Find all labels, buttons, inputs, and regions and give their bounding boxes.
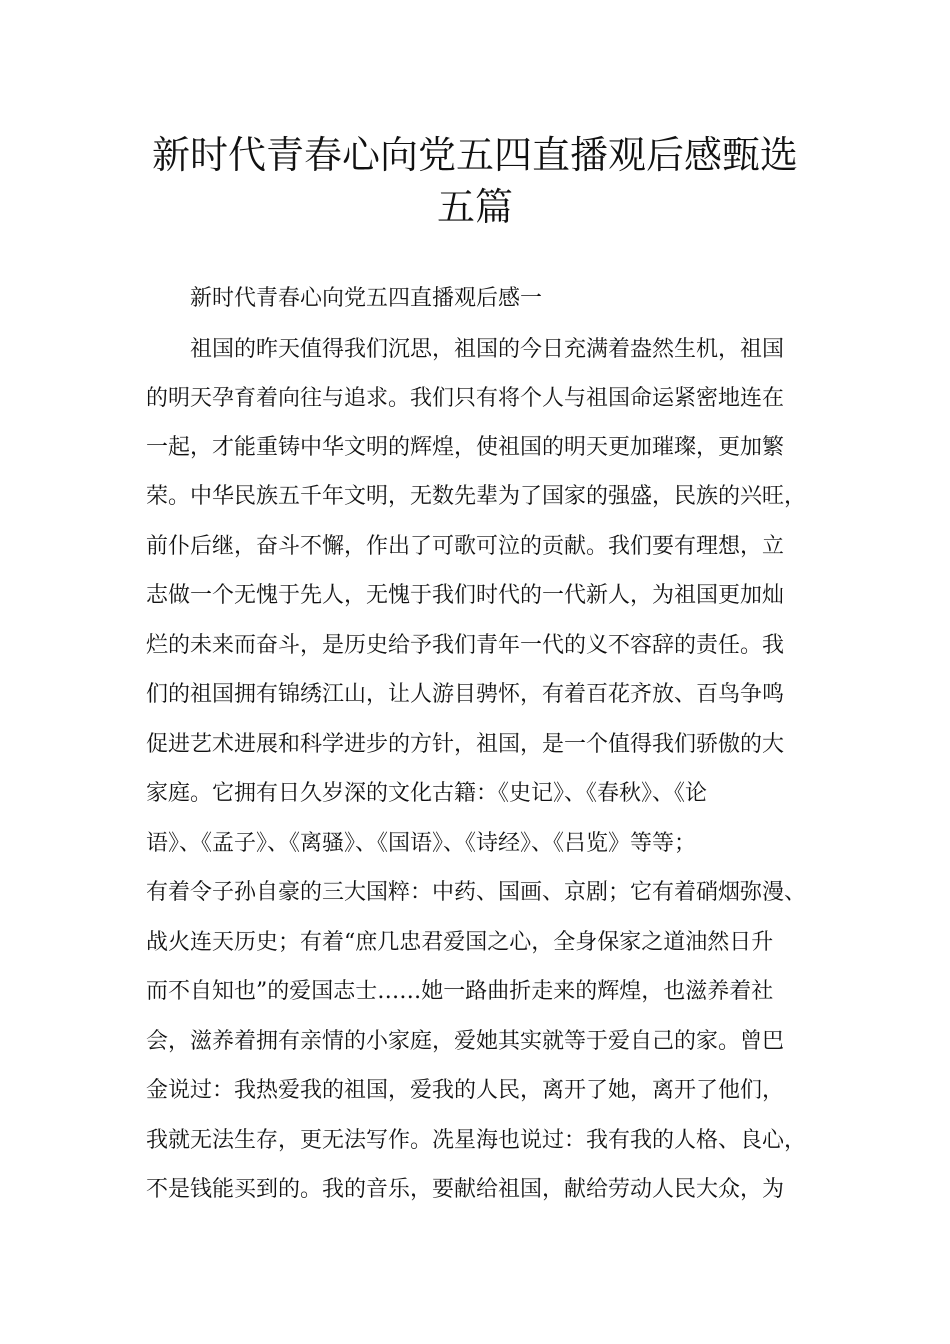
- paragraph-line: 前仆后继，奋斗不懈，作出了可歌可泣的贡献。我们要有理想，立: [146, 534, 785, 559]
- paragraph-line: 战火连天历史；有着“庶几忠君爱国之心，全身保家之道油然日升: [146, 930, 774, 955]
- paragraph-line: 烂的未来而奋斗，是历史给予我们青年一代的义不容辞的责任。我: [146, 633, 785, 658]
- paragraph-line: 语》、《孟子》、《离骚》、《国语》、《诗经》、《吕览》等等；: [146, 831, 697, 856]
- document-title-line-2: 五篇: [436, 185, 513, 229]
- paragraph-line: 促进艺术进展和科学进步的方针，祖国，是一个值得我们骄傲的大: [146, 732, 785, 757]
- paragraph-line: 金说过：我热爱我的祖国，爱我的人民，离开了她，离开了他们，: [146, 1078, 785, 1103]
- paragraph-line: 我就无法生存，更无法写作。冼星海也说过：我有我的人格、良心，: [146, 1128, 807, 1153]
- paragraph-line: 们的祖国拥有锦绣江山，让人游目骋怀，有着百花齐放、百鸟争鸣: [146, 682, 785, 707]
- paragraph-line: 一起，才能重铸中华文明的辉煌，使祖国的明天更加璀璨，更加繁: [146, 435, 785, 460]
- paragraph-line: 有着令子孙自豪的三大国粹：中药、国画、京剧；它有着硝烟弥漫、: [146, 880, 807, 905]
- document-title-line-1: 新时代青春心向党五四直播观后感甄选: [151, 133, 798, 177]
- paragraph-line: 而不自知也”的爱国志士……她一路曲折走来的辉煌，也滋养着社: [146, 979, 774, 1004]
- paragraph-line: 荣。中华民族五千年文明，无数先辈为了国家的强盛，民族的兴旺，: [146, 484, 807, 509]
- paragraph-line: 不是钱能买到的。我的音乐，要献给祖国，献给劳动人民大众，为: [146, 1177, 785, 1202]
- paragraph-line: 志做一个无愧于先人，无愧于我们时代的一代新人，为祖国更加灿: [146, 583, 785, 608]
- paragraph-line: 会，滋养着拥有亲情的小家庭，爱她其实就等于爱自己的家。曾巴: [146, 1029, 785, 1054]
- paragraph-line: 祖国的昨天值得我们沉思，祖国的今日充满着盎然生机，祖国: [190, 337, 785, 362]
- section-heading: 新时代青春心向党五四直播观后感一: [190, 286, 543, 311]
- paragraph-line: 的明天孕育着向往与追求。我们只有将个人与祖国命运紧密地连在: [146, 386, 785, 411]
- paragraph-line: 家庭。它拥有日久岁深的文化古籍：《史记》、《春秋》、《论: [146, 781, 708, 806]
